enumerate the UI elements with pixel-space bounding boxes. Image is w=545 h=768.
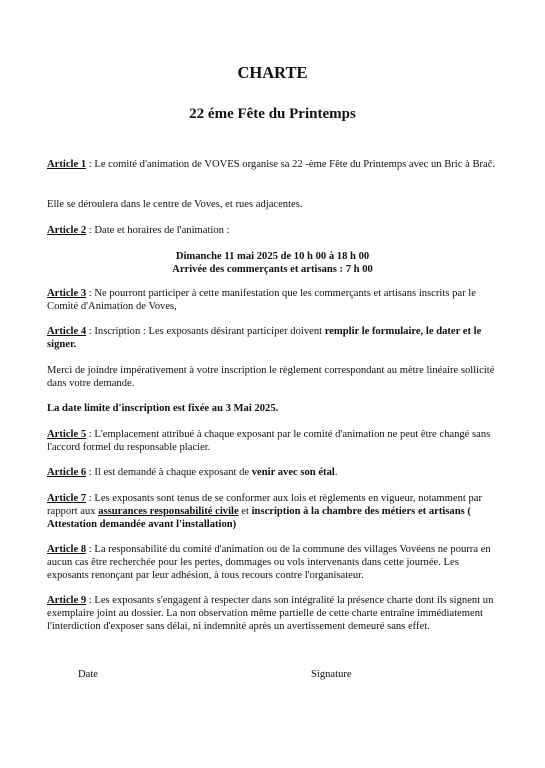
schedule-line-1: Dimanche 11 mai 2025 de 10 h 00 à 18 h 00: [175, 251, 370, 262]
article-9: [47, 594, 502, 633]
article-6: [47, 466, 502, 479]
article-3: [47, 287, 502, 313]
article-7: [47, 492, 502, 531]
article-1-label: Article 1: [47, 159, 87, 170]
article-1: [47, 158, 502, 171]
article-5-label: Article 5: [47, 429, 87, 440]
article-5-text: : L'emplacement attribué à chaque exposant par le comité d'animation ne peut être changé sans l'accord formel du responsable placier.: [47, 429, 491, 453]
article-9-text: : Les exposants s'engagent à respecter dans son intégralité la présence charte dont ils signent un exemplaire joint au dossier. La non observation même partielle de cette charte entraîne immédiatement l'interdiction d'exposer sans délai, ni indemnité après un avertissement demeuré sans effet.: [47, 595, 494, 632]
article-6-bold: venir avec son étal: [251, 467, 335, 478]
article-2-text: : Date et horaires de l'animation :: [86, 225, 230, 236]
article-8: [47, 543, 502, 582]
article-4-label: Article 4: [47, 326, 87, 337]
article-4-bold: remplir le formulaire, le dater et le signer.: [47, 326, 482, 350]
article-5: [47, 428, 502, 454]
article-6-text: : Il est demandé à chaque exposant de: [86, 467, 252, 478]
article-7-mid: et: [238, 506, 252, 517]
article-8-text: : La responsabilité du comité d'animation ou de la commune des villages Vovéens ne pourra en aucun cas être recherchée pour les pertes, dommages ou vols intervenants dans cette journée. Les exposants renonçant par leur adhésion, à tous recours contre l'organisateur.: [47, 544, 491, 581]
article-2-label: Article 2: [47, 225, 87, 236]
article-7-label: Article 7: [47, 493, 87, 504]
article-6-label: Article 6: [47, 467, 87, 478]
article-7-bold: inscription à la chambre des métiers et artisans ( Attestation demandée avant l'installation): [47, 506, 471, 530]
article-3-label: Article 3: [47, 288, 87, 299]
document-title: CHARTE: [237, 63, 308, 82]
article-1-text: : Le comité d'animation de VOVES organise sa 22 -ème Fête du Printemps avec un Bric à Brač.: [86, 159, 496, 170]
article-8-label: Article 8: [47, 544, 87, 555]
article-3-text: : Ne pourront participer à cette manifestation que les commerçants et artisans inscrits par le Comité d'Animation de Voves,: [47, 288, 476, 312]
date-label: Date: [78, 669, 98, 680]
signature-label: Signature: [311, 669, 352, 680]
document-subtitle: 22 éme Fête du Printemps: [189, 106, 356, 122]
article-6-end: .: [334, 467, 338, 478]
paragraph-location: Elle se déroulera dans le centre de Voves, et rues adjacentes.: [47, 199, 303, 210]
article-2: [47, 224, 502, 237]
article-9-label: Article 9: [47, 595, 87, 606]
article-7-text: : Les exposants sont tenus de se conformer aux lois et règlements en vigueur, notamment par rapport aux: [47, 493, 482, 517]
article-4: [47, 325, 502, 351]
article-7-insurance: assurances responsabilité civile: [98, 506, 239, 517]
schedule-line-2: Arrivée des commerçants et artisans : 7 h 00: [172, 264, 373, 275]
paragraph-deadline: La date limite d'inscription est fixée au 3 Mai 2025.: [47, 403, 279, 414]
article-4-text: : Inscription : Les exposants désirant participer doivent: [86, 326, 325, 337]
paragraph-payment: Merci de joindre impérativement à votre inscription le règlement correspondant au mètre linéaire sollicité dans votre demande.: [47, 365, 495, 389]
